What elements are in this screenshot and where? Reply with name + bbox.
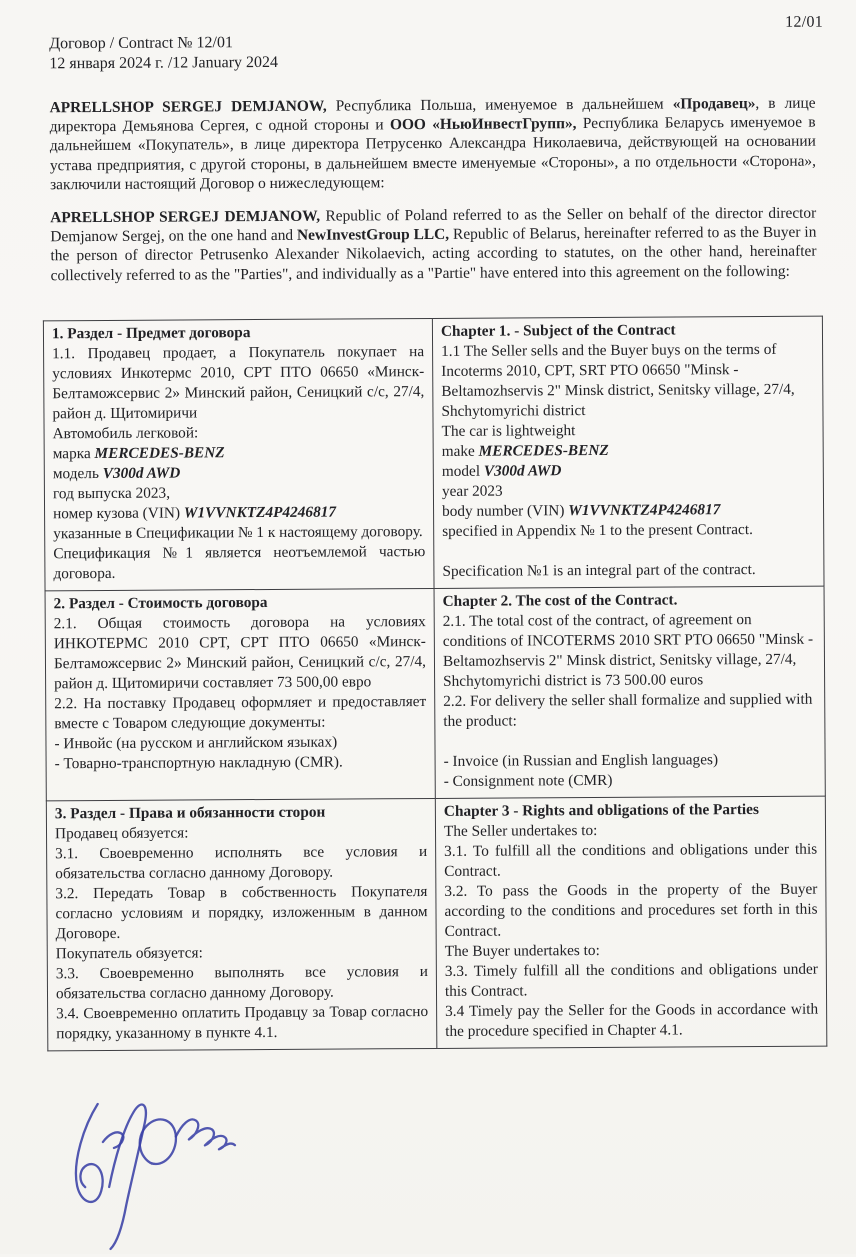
signature-stroke [140, 1119, 176, 1164]
text-segment: 3.3. Timely fulfill all the conditions and obligations under this Contract. [444, 960, 818, 1000]
text-segment: MERCEDES-BENZ [478, 441, 609, 460]
text-block [442, 440, 815, 462]
text-block [54, 732, 426, 754]
text-segment: номер кузова (VIN) [53, 504, 184, 523]
text-segment: - Инвойс (на русском и английском языках) [54, 733, 338, 753]
text-segment: 1. Раздел - Предмет договора [51, 324, 251, 343]
text-segment: Chapter 2. The cost of the Contract. [442, 591, 678, 610]
text-segment: 2.2. For delivery the seller shall formalize and supplied with the product: [443, 690, 813, 730]
text-segment: ООО «НьюИнвестГрупп», [389, 115, 577, 134]
text-block [444, 770, 817, 792]
text-block [443, 690, 816, 732]
page-number: 12/01 [785, 13, 824, 31]
contract-date: 12 января 2024 г. /12 January 2024 [49, 53, 279, 72]
text-segment: The car is lightweight [441, 422, 576, 440]
cell-section2-ru [45, 588, 435, 800]
text-segment: Republic of Poland referred to as the Seller on behalf of the director director Demjanow Sergej, on the one hand and [50, 204, 817, 246]
table-row-section-2 [45, 586, 825, 801]
table-row-section-1 [43, 316, 824, 591]
text-block [53, 522, 425, 544]
text-segment: APRELLSHOP SERGEJ DEMJANOW, [49, 97, 327, 117]
text-block [55, 882, 427, 944]
text-segment: «Продавец» [672, 94, 756, 113]
text-block [444, 840, 817, 882]
text-block [54, 612, 426, 694]
text-block [55, 802, 427, 824]
cell-section2-en [434, 586, 825, 798]
text-segment: year 2023 [441, 482, 503, 500]
text-segment: 3.4 Timely pay the Seller for the Goods in accordance with the procedure specified in Chapter 4.1. [445, 1000, 819, 1040]
text-block [445, 960, 818, 1002]
text-block [55, 842, 427, 884]
text-block [444, 750, 817, 772]
text-segment: - Invoice (in Russian and English languages) [443, 751, 719, 770]
text-block [443, 590, 816, 612]
text-block [53, 502, 425, 524]
contract-table [43, 316, 827, 1052]
text-segment: указанные в Спецификации № 1 к настоящему договору. [53, 523, 423, 543]
text-segment: body number (VIN) [442, 502, 569, 520]
text-block [444, 880, 817, 942]
text-segment: model [441, 462, 484, 480]
text-segment: год выпуска 2023, [52, 484, 171, 503]
text-segment: NewInvestGroup LLC, [296, 226, 450, 244]
text-segment: 2.2. На поставку Продавец оформляет и предоставляет вместе с Товаром следующие документы: [54, 693, 427, 733]
text-block [445, 1000, 818, 1042]
contract-title: Договор / Contract № 12/01 [49, 34, 234, 53]
text-block [52, 342, 424, 424]
text-block [54, 592, 426, 614]
text-segment: Republic of Belarus, hereinafter referred to as the Buyer in the person of director Petrusenko Alexander Nikolaevich, acting according to statutes, on the other hand, hereinafter collectively referred to as the "Parties", and individually as a "Partie" have entered into this agreement on the following: [50, 223, 817, 284]
text-block [56, 942, 428, 964]
text-block [50, 204, 816, 285]
cell-section3-en [435, 796, 827, 1048]
text-segment: 3.1. Своевременно исполнять все условия и обязательства согласно данному Договору. [55, 843, 428, 883]
text-segment: W1VVNKTZ4P4246817 [568, 501, 721, 520]
text-block [444, 820, 817, 842]
text-segment: Chapter 1. - Subject of the Contract [440, 321, 676, 340]
text-segment: specified in Appendix № 1 to the present Contract. [442, 521, 753, 540]
table-row-section-3 [46, 796, 827, 1051]
text-segment: , в лице директора Демьянова Сергея, с одной стороны и [49, 94, 816, 136]
text-block [441, 320, 814, 342]
text-block [53, 422, 425, 444]
text-block [52, 322, 424, 344]
text-segment: Автомобиль легковой: [52, 424, 199, 443]
text-segment: 3.2. To pass the Goods in the property of the Buyer according to the conditions and procedures set forth in this Contract. [444, 880, 818, 940]
text-block [442, 520, 815, 542]
text-block [54, 692, 426, 734]
cell-section1-ru [43, 318, 434, 590]
text-block [442, 420, 815, 442]
text-block [443, 610, 816, 692]
text-segment: - Товарно-транспортную накладную (CMR). [54, 753, 343, 773]
text-block [442, 500, 815, 522]
text-block [441, 340, 814, 422]
text-segment: make [441, 442, 479, 460]
text-segment: MERCEDES-BENZ [94, 444, 225, 463]
text-block [444, 800, 817, 822]
text-segment: - Consignment note (CMR) [443, 771, 613, 790]
text-segment: Покупатель обязуется: [55, 944, 203, 963]
text-segment: 3.2. Передать Товар в собственность Покупателя согласно условиям и порядку, изложенным в данном Договоре. [55, 883, 428, 943]
text-segment: V300d AWD [483, 462, 562, 480]
text-block [445, 940, 818, 962]
text-block [55, 822, 427, 844]
text-segment: APRELLSHOP SERGEJ DEMJANOW, [50, 207, 321, 227]
text-segment: Продавец обязуется: [54, 824, 189, 843]
text-block [53, 462, 425, 484]
signature-stroke [176, 1119, 235, 1149]
text-segment: модель [52, 464, 103, 483]
text-block [55, 752, 427, 774]
text-segment: 3. Раздел - Права и обязанности сторон [54, 803, 326, 823]
text-segment: 2. Раздел - Стоимость договора [53, 593, 268, 613]
text-block [442, 560, 815, 582]
text-block [56, 1002, 428, 1044]
text-segment: Спецификация №1 является неотъемлемой частью договора. [53, 543, 426, 583]
text-segment: 3.3. Своевременно выполнять все условия и обязательства согласно данному Договору. [55, 963, 428, 1003]
text-segment: марка [52, 445, 95, 463]
text-segment: 1.1 The Seller sells and the Buyer buys on the terms of Incoterms 2010, CPT, SRT PTO 06650 "Minsk - Beltamozhservis 2" Minsk district, Senitsky village, 27/4, Shchytomyrichi district [441, 340, 795, 420]
text-segment: Chapter 3 - Rights and obligations of the Parties [443, 800, 759, 820]
text-segment: 3.1. To fulfill all the conditions and obligations under this Contract. [444, 840, 818, 880]
signature-stroke [76, 1104, 103, 1202]
signature-stroke [109, 1104, 147, 1248]
cell-section3-ru [46, 798, 437, 1050]
text-segment: Республика Беларусь именуемое в дальнейшем «Покупатель», в лице директора Петрусенко Александра Николаевича, действующей на основании устава предприятия, с другой стороны, в дальнейшем вместе именуемые «Стороны», а по отдельности «Сторона», заключили настоящий Договор о нижеследующем: [49, 113, 816, 194]
handwritten-signature-image [54, 1083, 240, 1252]
text-segment: The Seller undertakes to: [443, 821, 598, 840]
text-segment: Республика Польша, именуемое в дальнейшем [326, 95, 673, 115]
text-block [442, 460, 815, 482]
text-segment: W1VVNKTZ4P4246817 [183, 503, 337, 522]
text-block [56, 962, 428, 1004]
intro-paragraph-en [50, 204, 816, 285]
text-segment: 3.4. Своевременно оплатить Продавцу за Товар согласно порядку, указанному в пункте 4.1. [56, 1003, 429, 1043]
text-block [53, 482, 425, 504]
text-block [53, 542, 425, 584]
text-segment: 1.1. Продавец продает, а Покупатель покупает на условиях Инкотермс 2010, CPT ПТО 06650 «Минск-Белтаможсервис 2» Минский район, Сеницкий с/с, 27/4, район д. Щитомиричи [52, 343, 425, 423]
text-segment: V300d AWD [102, 464, 181, 482]
cell-section1-en [432, 316, 824, 588]
text-block [442, 480, 815, 502]
text-segment: Specification №1 is an integral part of the contract. [442, 561, 756, 580]
text-segment: 2.1. The total cost of the contract, of agreement on conditions of INCOTERMS 2010 SRT PTO 06650 "Minsk - Beltamozhservis 2" Minsk district, Senitsky village, 27/4, Shchytomyrichi district is 73 500.00 euros [442, 611, 814, 690]
text-block [53, 442, 425, 464]
intro-paragraph-ru [50, 94, 817, 195]
text-segment: The Buyer undertakes to: [444, 941, 600, 960]
text-block [50, 94, 817, 195]
document-header [49, 33, 278, 73]
text-segment: 2.1. Общая стоимость договора на условиях ИНКОТЕРМС 2010 CPT, CPT ПТО 06650 «Минск-Белтаможсервис 2» Минский район, Сеницкий с/с, 27/4, район д. Щитомиричи составляет 73 500,00 евро [53, 613, 427, 693]
